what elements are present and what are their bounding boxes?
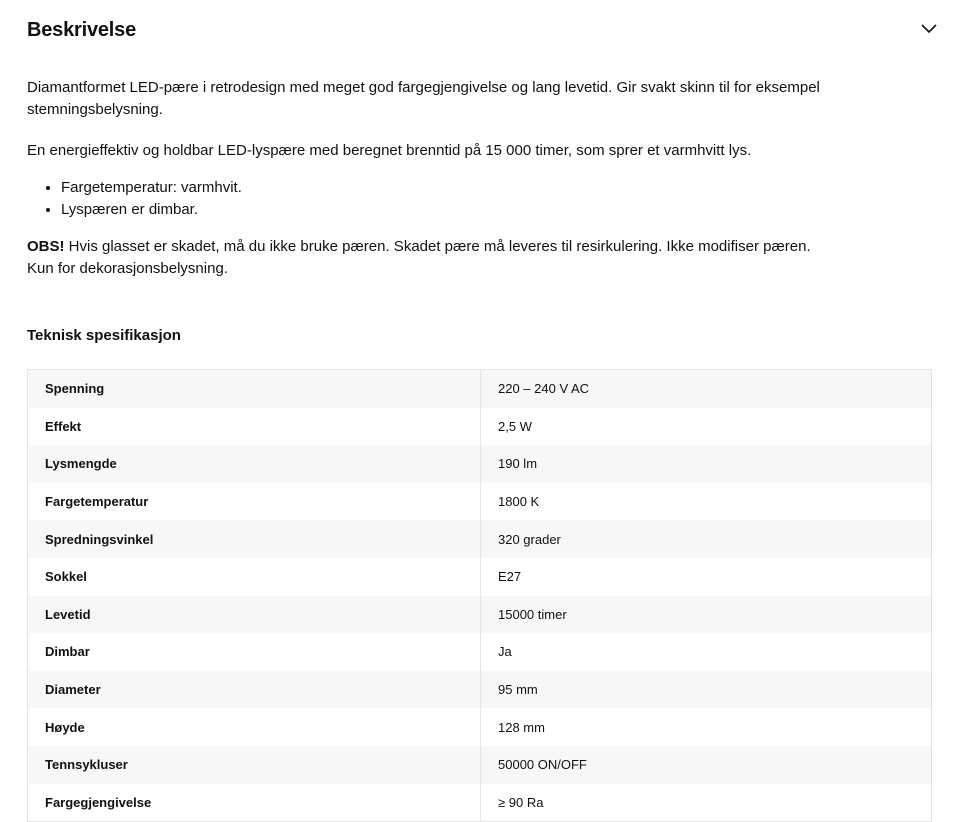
table-row — [28, 558, 932, 596]
feature-list — [27, 177, 932, 221]
spec-label: Dimbar — [28, 633, 481, 671]
table-row — [28, 633, 932, 671]
feature-item: • Lyspæren er dimbar. — [61, 199, 932, 221]
spec-value: 1800 K — [481, 483, 932, 521]
description-paragraph: En energieffektiv og holdbar LED-lyspære med beregnet brenntid på 15 000 timer, som sprer et varmhvitt lys. — [27, 142, 752, 159]
description-title: Beskrivelse — [27, 18, 137, 41]
warning-label: OBS! — [27, 238, 65, 255]
spec-label: Sokkel — [28, 558, 481, 596]
spec-label: Lysmengde — [28, 445, 481, 483]
spec-label: Fargetemperatur — [28, 483, 481, 521]
warning-text: Hvis glasset er skadet, må du ikke bruke pæren. Skadet pære må leveres til resirkulering. Ikke modifiser pæren. — [64, 238, 811, 255]
spec-label: Effekt — [28, 408, 481, 446]
spec-label: Høyde — [28, 708, 481, 746]
table-row — [28, 596, 932, 634]
feature-item: • Fargetemperatur: varmhvit. — [61, 177, 932, 199]
spec-value: 320 grader — [481, 520, 932, 558]
spec-value: Ja — [481, 633, 932, 671]
table-row — [28, 370, 932, 408]
table-row — [28, 520, 932, 558]
spec-label: Spredningsvinkel — [28, 520, 481, 558]
table-row — [28, 708, 932, 746]
description-body — [27, 77, 932, 280]
usage-note: Kun for dekorasjonsbelysning. — [27, 260, 228, 277]
spec-value: 220 – 240 V AC — [481, 370, 932, 408]
spec-label: Levetid — [28, 596, 481, 634]
spec-value: 95 mm — [481, 671, 932, 709]
spec-title: Teknisk spesifikasjon — [27, 327, 181, 344]
chevron-down-icon[interactable] — [920, 20, 938, 38]
spec-label: Spenning — [28, 370, 481, 408]
spec-value: 190 lm — [481, 445, 932, 483]
spec-value: E27 — [481, 558, 932, 596]
spec-label: Fargegjengivelse — [28, 784, 481, 822]
description-header[interactable] — [27, 0, 932, 58]
spec-table — [27, 369, 932, 822]
spec-value: 2,5 W — [481, 408, 932, 446]
table-row — [28, 784, 932, 822]
table-row — [28, 483, 932, 521]
table-row — [28, 746, 932, 784]
spec-value: 15000 timer — [481, 596, 932, 634]
spec-value: ≥ 90 Ra — [481, 784, 932, 822]
description-paragraph: Diamantformet LED-pære i retrodesign med meget god fargegjengivelse og lang levetid. Gir svakt skinn til for eksempel stemningsbelysning. — [27, 79, 820, 118]
spec-label: Diameter — [28, 671, 481, 709]
table-row — [28, 445, 932, 483]
spec-value: 50000 ON/OFF — [481, 746, 932, 784]
table-row — [28, 408, 932, 446]
spec-label: Tennsykluser — [28, 746, 481, 784]
warning-paragraph — [27, 236, 932, 258]
table-row — [28, 671, 932, 709]
spec-value: 128 mm — [481, 708, 932, 746]
